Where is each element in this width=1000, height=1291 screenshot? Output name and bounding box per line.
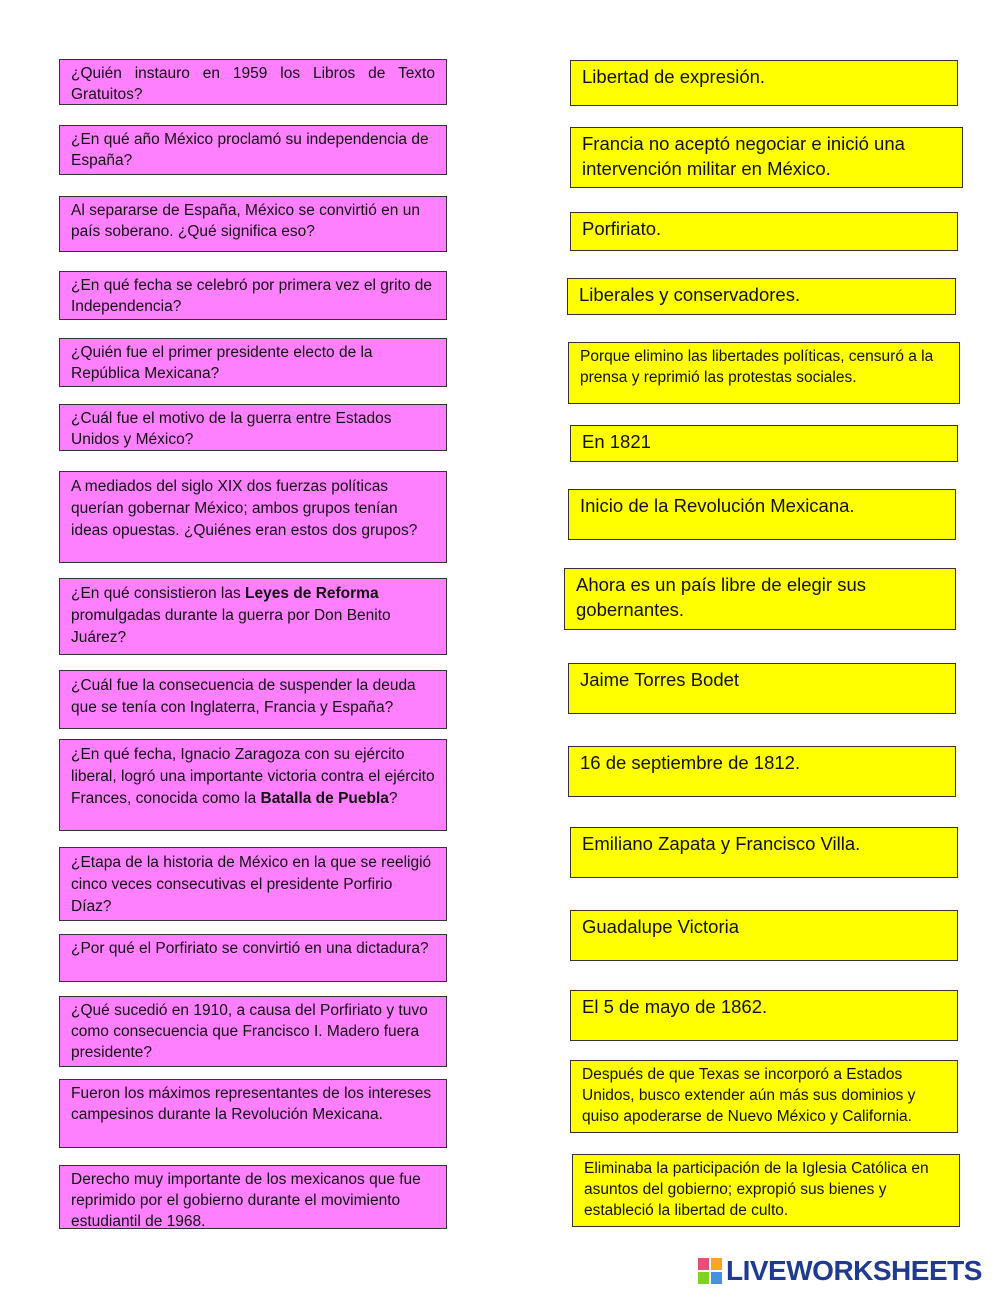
- question-card-11[interactable]: ¿Etapa de la historia de México en la que se reeligió cinco veces consecutivas el presidente Porfirio Díaz?: [59, 847, 447, 921]
- question-10-post: ?: [388, 790, 398, 807]
- answer-card-3[interactable]: Porfiriato.: [570, 212, 958, 251]
- question-8-bold: Leyes de Reforma: [245, 585, 379, 602]
- question-10-pre: ¿En qué fecha, Ignacio Zaragoza con su ejército liberal, logró una importante victoria contra el ejército Frances, conocida como la: [71, 746, 435, 807]
- answer-card-9[interactable]: Jaime Torres Bodet: [568, 663, 956, 714]
- liveworksheets-logo: [698, 1256, 982, 1286]
- answer-card-4[interactable]: Liberales y conservadores.: [567, 278, 956, 315]
- question-card-8[interactable]: [59, 578, 447, 655]
- answer-card-5[interactable]: Porque elimino las libertades políticas, censuró a la prensa y reprimió las protestas sociales.: [568, 342, 960, 404]
- answer-card-15[interactable]: Eliminaba la participación de la Iglesia Católica en asuntos del gobierno; expropió sus bienes y estableció la libertad de culto.: [572, 1154, 960, 1227]
- answer-card-10[interactable]: 16 de septiembre de 1812.: [568, 746, 956, 797]
- question-card-14[interactable]: Fueron los máximos representantes de los intereses campesinos durante la Revolución Mexicana.: [59, 1079, 447, 1148]
- answer-card-1[interactable]: Libertad de expresión.: [570, 60, 958, 106]
- question-card-12[interactable]: ¿Por qué el Porfiriato se convirtió en una dictadura?: [59, 934, 447, 982]
- question-card-7[interactable]: A mediados del siglo XIX dos fuerzas políticas querían gobernar México; ambos grupos tenían ideas opuestas. ¿Quiénes eran estos dos grupos?: [59, 471, 447, 563]
- logo-mark-icon: [698, 1258, 722, 1284]
- question-card-4[interactable]: ¿En qué fecha se celebró por primera vez el grito de Independencia?: [59, 271, 447, 320]
- question-card-5[interactable]: ¿Quién fue el primer presidente electo de la República Mexicana?: [59, 338, 447, 387]
- question-card-10[interactable]: [59, 739, 447, 831]
- answer-card-13[interactable]: El 5 de mayo de 1862.: [570, 990, 958, 1041]
- question-card-6[interactable]: ¿Cuál fue el motivo de la guerra entre Estados Unidos y México?: [59, 404, 447, 451]
- question-card-15[interactable]: Derecho muy importante de los mexicanos que fue reprimido por el gobierno durante el movimiento estudiantil de 1968.: [59, 1165, 447, 1229]
- question-card-1[interactable]: ¿Quién instauro en 1959 los Libros de Texto Gratuitos?: [59, 59, 447, 105]
- answer-card-14[interactable]: Después de que Texas se incorporó a Estados Unidos, busco extender aún más sus dominios y quiso apoderarse de Nuevo México y California.: [570, 1060, 958, 1133]
- question-8-post: promulgadas durante la guerra por Don Benito Juárez?: [71, 607, 391, 646]
- answer-card-6[interactable]: En 1821: [570, 425, 958, 462]
- answer-card-8[interactable]: Ahora es un país libre de elegir sus gobernantes.: [564, 568, 956, 630]
- answer-card-12[interactable]: Guadalupe Victoria: [570, 910, 958, 961]
- answer-card-11[interactable]: Emiliano Zapata y Francisco Villa.: [570, 827, 958, 878]
- question-card-3[interactable]: Al separarse de España, México se convirtió en un país soberano. ¿Qué significa eso?: [59, 196, 447, 252]
- question-card-13[interactable]: ¿Qué sucedió en 1910, a causa del Porfiriato y tuvo como consecuencia que Francisco I. Madero fuera presidente?: [59, 996, 447, 1067]
- logo-text: LIVEWORKSHEETS: [726, 1255, 982, 1286]
- question-card-9[interactable]: ¿Cuál fue la consecuencia de suspender la deuda que se tenía con Inglaterra, Francia y España?: [59, 670, 447, 729]
- question-8-pre: ¿En qué consistieron las: [71, 585, 246, 602]
- answer-card-2[interactable]: Francia no aceptó negociar e inició una intervención militar en México.: [570, 127, 963, 188]
- answer-card-7[interactable]: Inicio de la Revolución Mexicana.: [568, 489, 956, 540]
- question-card-2[interactable]: ¿En qué año México proclamó su independencia de España?: [59, 125, 447, 175]
- question-10-bold: Batalla de Puebla: [260, 790, 389, 807]
